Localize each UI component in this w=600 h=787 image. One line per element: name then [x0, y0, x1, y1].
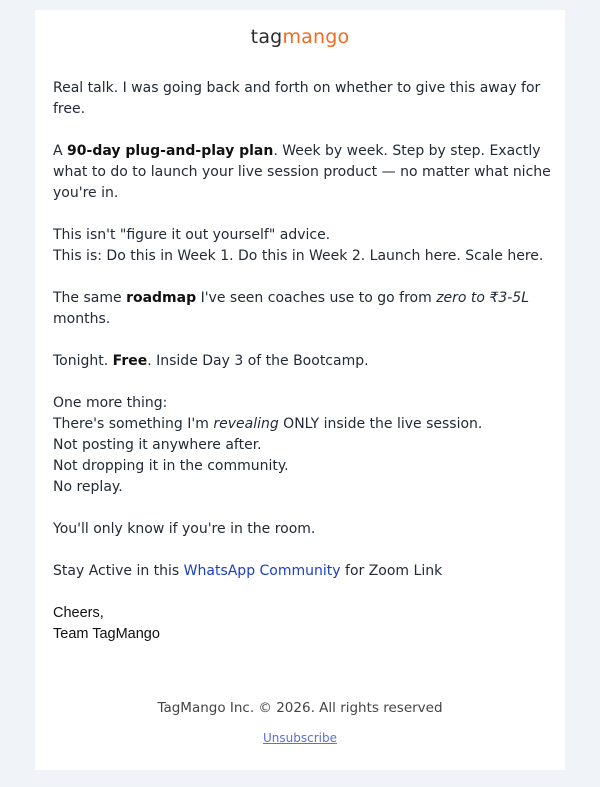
paragraph-whatsapp — [53, 561, 553, 582]
footer-copyright: TagMango Inc. © 2026. All rights reserved — [157, 700, 443, 716]
bold-roadmap: roadmap — [126, 290, 197, 306]
logo-tag-text: tag — [250, 26, 283, 48]
paragraph-advice — [53, 225, 553, 267]
email-card — [35, 10, 565, 770]
whatsapp-community-link[interactable]: WhatsApp Community — [183, 563, 341, 579]
paragraph-tonight — [53, 351, 553, 372]
unsubscribe-link[interactable]: Unsubscribe — [263, 731, 337, 745]
signoff-cheers: Cheers, — [53, 605, 104, 621]
text: A — [53, 143, 68, 159]
bold-free: Free — [112, 353, 148, 369]
text: ONLY inside the live session. — [278, 416, 483, 432]
text: One more thing: — [53, 395, 168, 411]
text: No replay. — [53, 479, 123, 495]
text: Tonight. — [53, 353, 113, 369]
text: There's something I'm — [53, 416, 214, 432]
text: This is: Do this in Week 1. Do this in Week 2. Launch here. Scale here. — [53, 248, 544, 264]
paragraph-roadmap — [53, 288, 553, 330]
logo-mango-text: mango — [282, 26, 350, 48]
signoff — [53, 603, 553, 645]
text: Stay Active in this — [53, 563, 184, 579]
text: Not dropping it in the community. — [53, 458, 289, 474]
text: . Inside Day 3 of the Bootcamp. — [147, 353, 369, 369]
tagmango-logo — [35, 26, 565, 48]
italic-amount: zero to ₹3-5L — [436, 290, 529, 306]
paragraph-intro: Real talk. I was going back and forth on whether to give this away for free. — [53, 80, 541, 117]
bold-plan: 90-day plug-and-play plan — [67, 143, 274, 159]
text: for Zoom Link — [340, 563, 443, 579]
italic-revealing: revealing — [213, 416, 279, 432]
paragraph-room: You'll only know if you're in the room. — [53, 521, 316, 537]
text: Not posting it anywhere after. — [53, 437, 262, 453]
paragraph-plan — [53, 141, 553, 204]
text: This isn't "figure it out yourself" advice. — [53, 227, 331, 243]
paragraph-one-more-thing — [53, 393, 553, 498]
signoff-team: Team TagMango — [53, 626, 160, 642]
text: . Week by week. Step by step. Exactly what to do to launch your live session product — no matter what niche you're in. — [53, 143, 551, 201]
email-body — [53, 78, 553, 645]
text: The same — [53, 290, 127, 306]
text: months. — [53, 311, 111, 327]
text: I've seen coaches use to go from — [196, 290, 437, 306]
